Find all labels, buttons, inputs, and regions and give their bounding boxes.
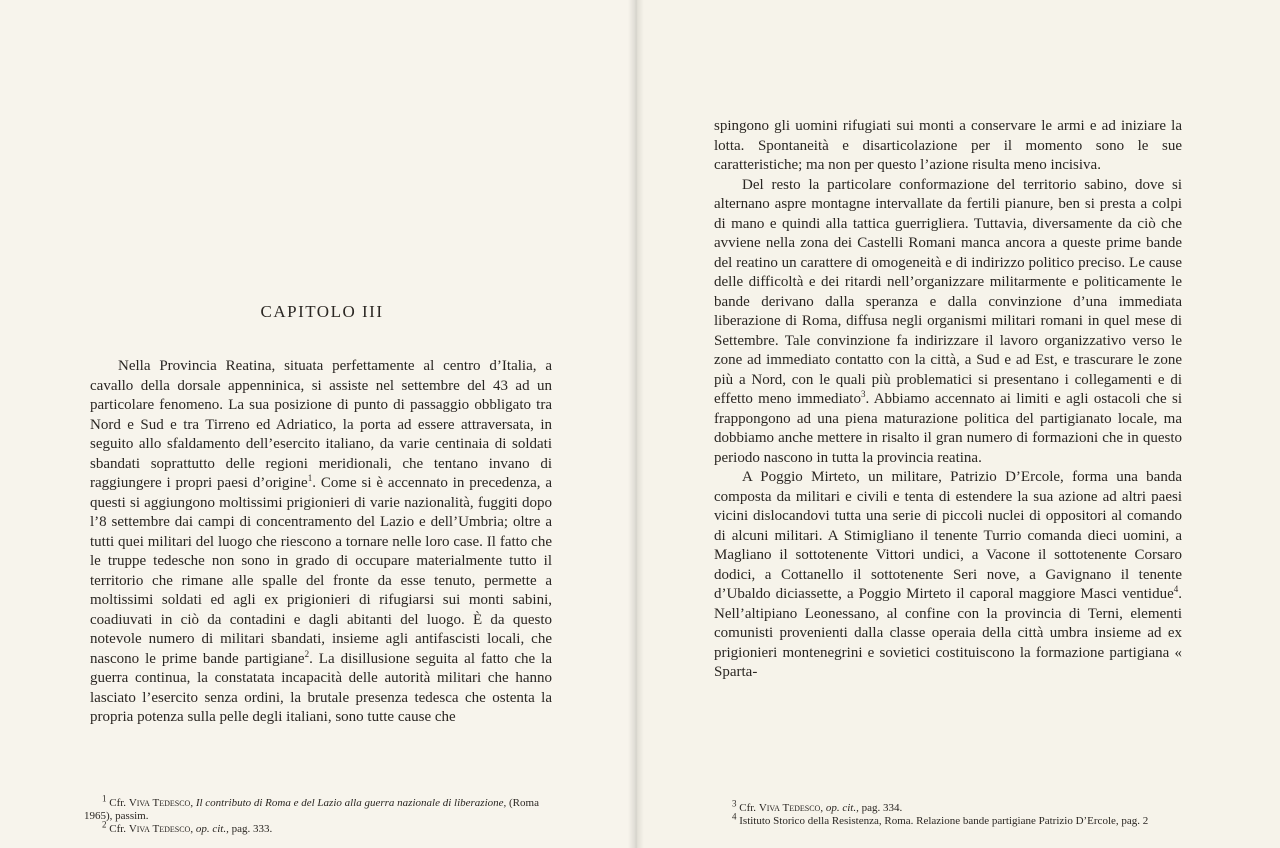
text-run: spingono gli uomini rifugiati sui monti a conservare le armi e ad iniziare la lotta. Spontaneità e disarticolazione per il momento sono le sue caratteristiche; ma non per questo l’azione risulta meno incisiva. (714, 118, 1182, 173)
author-name: Viva Tedesco (758, 802, 821, 814)
footnote (84, 819, 552, 836)
chapter-title: CAPITOLO III (260, 302, 384, 321)
right-page (636, 0, 1280, 848)
text-run: Istituto Storico della Resistenza, Roma. Relazione bande partigiane Patrizio D’Ercole, pag. 2 (736, 815, 1149, 827)
text-run: . Nell’altipiano Leonessano, al confine con la provincia di Terni, elementi comunisti provenienti dalla classe operaia della città umbra insieme ad ex prigionieri montenegrini e sovietici costituiscono la formazione partigiana « Sparta- (714, 586, 1182, 680)
text-run: . La disillusione seguita al fatto che la guerra continua, la constatata incapacità delle autorità militari che hanno lasciato l’esercito senza ordini, la brutale presenza tedesca che ostenta la propria potenza sulla pelle degli italiani, sono tutte cause che (90, 650, 552, 725)
text-run: Del resto la particolare conformazione del territorio sabino, dove si alternano aspre montagne intervallate da fertili pianure, ben si presta a colpi di mano e quindi alla tattica guerrigliera. Tuttavia, diversamente da ciò che avviene nella zona dei Castelli Romani manca ancora a queste prime bande del reatino un carattere di omogeneità e di indirizzo politico preciso. Le cause delle difficoltà e dei ritardi nell’organizzare militarmente e politicamente le bande derivano dalla speranza e dalla convinzione d’una immediata liberazione di Roma, diffusa negli organismi militari romani in quel mese di Settembre. Tale convinzione fa indirizzare il lavoro organizzativo verso le zone ad immediato contatto con la città, a Sud e ad Est, e trascurare le zone più a Nord, con le quali più problematici si presentano i collegamenti e di effetto meno immediato (714, 176, 1182, 407)
text-run: . Come si è accennato in precedenza, a questi si aggiungono moltissimi prigionieri di varie nazionalità, fuggiti dopo l’8 settembre dai campi di concentramento del Lazio e dell’Umbria; oltre a tutti quei militari del luogo che riescono a tornare nelle loro case. Il fatto che le truppe tedesche non sono in grado di occupare materialmente tutto il territorio che rimane alle spalle del fronte da esse tenuto, permette a moltissimi soldati ed agli ex prigionieri di rifugiarsi sui monti sabini, coadiuvati in ciò da contadini e dagli abitanti del luogo. È da questo notevole numero di militari sbandati, insieme agli antifascisti locali, che nascono le prime bande partigiane (90, 475, 553, 667)
left-page (0, 0, 636, 848)
text-run: Cfr. (736, 802, 759, 814)
paragraph (714, 117, 1182, 176)
text-run: , (820, 802, 826, 814)
footnote-ref: 3 (860, 389, 866, 399)
paragraph (714, 468, 1182, 683)
footnote (84, 793, 552, 823)
footnote-ref: 3 (732, 798, 737, 809)
text-run: , (190, 823, 196, 835)
author-name: Viva Tedesco (128, 823, 191, 835)
paragraph (714, 176, 1182, 469)
footnote-ref: 4 (732, 811, 737, 822)
right-body-text (714, 117, 1182, 683)
work-title: op. cit., (195, 823, 229, 835)
footnote-ref: 1 (307, 473, 313, 483)
footnote-ref: 2 (304, 648, 310, 659)
left-body-text (90, 357, 552, 728)
footnote (714, 811, 1184, 828)
text-run: Cfr. (106, 797, 129, 809)
work-title: Il contributo di Roma e del Lazio alla guerra nazionale di liberazione, (195, 797, 507, 809)
paragraph (90, 357, 552, 728)
text-run: Cfr. (106, 823, 129, 835)
text-run: . Abbiamo accennato ai limiti e agli ostacoli che si frappongono ad una piena maturazione politica del partigianato locale, ma dobbiamo anche mettere in risalto il gran numero di formazioni che in questo periodo nascono in tutta la provincia reatina. (714, 391, 1182, 466)
footnote-ref: 2 (102, 819, 107, 830)
text-run: , (190, 797, 196, 809)
book-gutter (628, 0, 644, 848)
text-run: (Roma 1965), passim. (84, 797, 539, 822)
text-run: pag. 333. (228, 823, 273, 835)
footnote-ref: 1 (102, 793, 107, 804)
right-footnotes (714, 798, 1184, 828)
footnote (714, 798, 1184, 815)
text-run: pag. 334. (858, 802, 903, 814)
left-footnotes (84, 793, 552, 836)
text-run: A Poggio Mirteto, un militare, Patrizio D’Ercole, forma una banda composta da militari e civili e tenta di estendere la sua azione ad altri paesi vicini dislocandovi tutta una serie di piccoli nuclei di oppositori al comando di alcuni militari. A Stimigliano il tenente Turrio comanda dieci uomini, a Magliano il sottotenente Vittori undici, a Vacone il sottotenente Corsaro dodici, a Cottanello il sottotenente Seri nove, a Gavignano il tenente d’Ubaldo diciassette, a Poggio Mirteto il caporal maggiore Masci ventidue (714, 469, 1182, 602)
text-run: Nella Provincia Reatina, situata perfettamente al centro d’Italia, a cavallo della dorsale appenninica, si assiste nel settembre del 43 ad un particolare fenomeno. La sua posizione di punto di passaggio obbligato tra Nord e Sud e tra Tirreno ed Adriatico, la porta ad essere attraversata, in seguito allo sfaldamento dell’esercito italiano, da varie centinaia di soldati sbandati soprattutto delle regioni meridionali, che tentano invano di raggiungere i propri paesi d’origine (90, 358, 552, 491)
author-name: Viva Tedesco (128, 797, 191, 809)
work-title: op. cit., (825, 802, 859, 814)
footnote-ref: 4 (1173, 584, 1179, 594)
